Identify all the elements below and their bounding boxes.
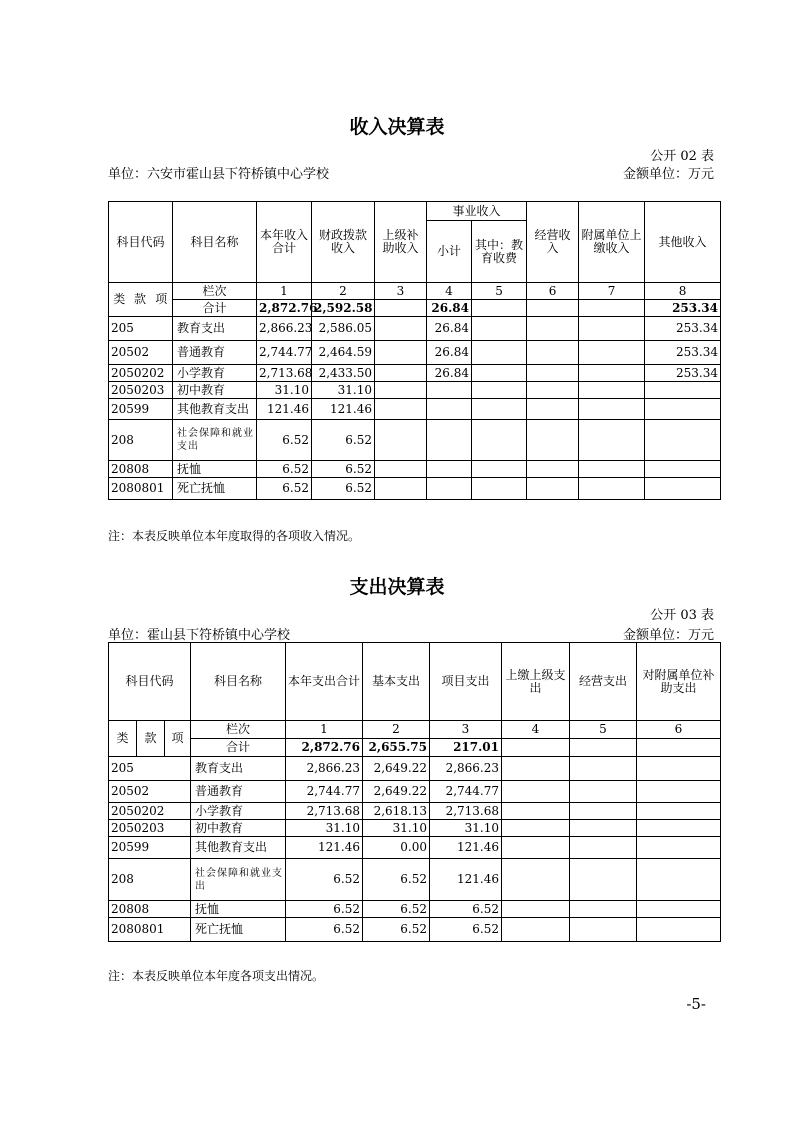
table-row: [109, 837, 721, 859]
total-cell: 217.01: [430, 739, 502, 757]
table-row: [109, 803, 721, 820]
total-cell: 26.84: [427, 300, 472, 317]
value-cell: 6.52: [363, 901, 430, 918]
code-cell: 2050203: [109, 382, 173, 399]
total-cell: 2,655.75: [363, 739, 430, 757]
header-other: 其他收入: [645, 202, 721, 283]
expense-table: [108, 642, 721, 942]
code-cell: 2050202: [109, 803, 191, 820]
value-cell: [472, 365, 527, 382]
name-cell: 小学教育: [191, 803, 286, 820]
value-cell: [502, 859, 570, 901]
code-cell: 20502: [109, 341, 173, 365]
name-cell: 初中教育: [173, 382, 257, 399]
value-cell: 31.10: [286, 820, 363, 837]
value-cell: 6.52: [312, 420, 375, 461]
total-cell: [527, 300, 579, 317]
value-cell: 6.52: [430, 901, 502, 918]
name-cell: 社会保障和就业支出: [191, 859, 286, 901]
code-cell: 208: [109, 420, 173, 461]
header-edu-fee: 其中：教育收费: [472, 221, 527, 283]
name-cell: 普通教育: [191, 781, 286, 803]
header-operating: 经营收入: [527, 202, 579, 283]
total-cell: [637, 739, 721, 757]
total-cell: [570, 739, 637, 757]
value-cell: 2,866.23: [430, 757, 502, 781]
value-cell: 6.52: [430, 918, 502, 942]
total-cell: 253.34: [645, 300, 721, 317]
value-cell: [427, 382, 472, 399]
col-number: 2: [312, 283, 375, 300]
value-cell: 6.52: [257, 461, 312, 478]
table-row: [109, 757, 721, 781]
value-cell: [637, 918, 721, 942]
code-cell: 2050202: [109, 365, 173, 382]
value-cell: 2,713.68: [430, 803, 502, 820]
value-cell: 121.46: [430, 837, 502, 859]
value-cell: 253.34: [645, 317, 721, 341]
value-cell: [375, 365, 427, 382]
name-cell: 教育支出: [191, 757, 286, 781]
value-cell: [427, 461, 472, 478]
value-cell: [375, 341, 427, 365]
value-cell: 2,586.05: [312, 317, 375, 341]
value-cell: [637, 820, 721, 837]
code-cell: 2050203: [109, 820, 191, 837]
code-cell: 20599: [109, 837, 191, 859]
value-cell: [527, 399, 579, 420]
table-row: [109, 341, 721, 365]
table-row: [109, 918, 721, 942]
value-cell: [527, 420, 579, 461]
value-cell: [527, 365, 579, 382]
header-basic: 基本支出: [363, 643, 430, 721]
value-cell: [375, 399, 427, 420]
value-cell: [570, 837, 637, 859]
value-cell: [645, 478, 721, 500]
name-cell: 其他教育支出: [191, 837, 286, 859]
name-cell: 其他教育支出: [173, 399, 257, 420]
value-cell: [570, 918, 637, 942]
value-cell: [570, 901, 637, 918]
income-note: 注：本表反映单位本年度取得的各项收入情况。: [108, 529, 361, 543]
value-cell: [502, 837, 570, 859]
header-name: 科目名称: [173, 202, 257, 283]
name-cell: 教育支出: [173, 317, 257, 341]
col-number: 7: [579, 283, 645, 300]
col-number: 6: [527, 283, 579, 300]
value-cell: [502, 803, 570, 820]
income-title: 收入决算表: [349, 116, 445, 138]
value-cell: [570, 757, 637, 781]
code-cell: 2080801: [109, 478, 173, 500]
value-cell: [472, 478, 527, 500]
value-cell: [579, 317, 645, 341]
income-unit: 单位：六安市霍山县下符桥镇中心学校: [108, 167, 330, 182]
col-number: 3: [430, 721, 502, 739]
header-heji: 合计: [173, 300, 257, 317]
value-cell: 6.52: [312, 461, 375, 478]
col-number: 4: [502, 721, 570, 739]
header-total: 本年支出合计: [286, 643, 363, 721]
value-cell: [637, 859, 721, 901]
code-cell: 20808: [109, 461, 173, 478]
code-cell: 2080801: [109, 918, 191, 942]
table-row: [109, 399, 721, 420]
value-cell: 31.10: [363, 820, 430, 837]
value-cell: [645, 382, 721, 399]
value-cell: [645, 399, 721, 420]
header-kuan: 款: [130, 283, 151, 317]
value-cell: 26.84: [427, 365, 472, 382]
value-cell: 2,464.59: [312, 341, 375, 365]
value-cell: [375, 420, 427, 461]
code-cell: 20599: [109, 399, 173, 420]
total-cell: [502, 739, 570, 757]
header-code: 科目代码: [109, 202, 173, 283]
value-cell: 2,866.23: [257, 317, 312, 341]
page-number: -5-: [686, 995, 706, 1013]
value-cell: [375, 317, 427, 341]
expense-unit: 单位：霍山县下符桥镇中心学校: [108, 628, 291, 643]
value-cell: [502, 757, 570, 781]
value-cell: [527, 341, 579, 365]
value-cell: 2,866.23: [286, 757, 363, 781]
value-cell: 121.46: [312, 399, 375, 420]
value-cell: [637, 837, 721, 859]
table-row: [109, 859, 721, 901]
header-subsidy: 对附属单位补助支出: [637, 643, 721, 721]
col-number: 3: [375, 283, 427, 300]
value-cell: 121.46: [286, 837, 363, 859]
value-cell: 2,649.22: [363, 781, 430, 803]
value-cell: 6.52: [286, 859, 363, 901]
income-table: [108, 201, 721, 500]
col-number: 8: [645, 283, 721, 300]
header-code: 科目代码: [109, 643, 191, 721]
total-cell: 2,872.76: [257, 300, 312, 317]
value-cell: 26.84: [427, 341, 472, 365]
value-cell: 121.46: [430, 859, 502, 901]
col-number: 5: [570, 721, 637, 739]
header-fiscal: 财政拨款收入: [312, 202, 375, 283]
value-cell: [579, 341, 645, 365]
table-row: [109, 420, 721, 461]
value-cell: [502, 820, 570, 837]
value-cell: 2,433.50: [312, 365, 375, 382]
value-cell: [527, 317, 579, 341]
table-row: [109, 365, 721, 382]
total-cell: [579, 300, 645, 317]
value-cell: [472, 317, 527, 341]
header-upper: 上级补助收入: [375, 202, 427, 283]
value-cell: [375, 478, 427, 500]
value-cell: [579, 478, 645, 500]
value-cell: [637, 803, 721, 820]
name-cell: 小学教育: [173, 365, 257, 382]
expense-form-number: 公开 03 表: [650, 608, 714, 623]
header-subtotal: 小计: [427, 221, 472, 283]
value-cell: [637, 781, 721, 803]
value-cell: 6.52: [363, 918, 430, 942]
header-xiang: 项: [165, 721, 191, 757]
value-cell: 2,618.13: [363, 803, 430, 820]
header-lanci: 栏次: [173, 283, 257, 300]
value-cell: [527, 478, 579, 500]
name-cell: 死亡抚恤: [191, 918, 286, 942]
income-form-number: 公开 02 表: [650, 149, 714, 164]
value-cell: 2,713.68: [286, 803, 363, 820]
header-business: 事业收入: [427, 202, 527, 221]
table-row: [109, 820, 721, 837]
col-number: 2: [363, 721, 430, 739]
value-cell: [472, 420, 527, 461]
code-cell: 208: [109, 859, 191, 901]
value-cell: [579, 420, 645, 461]
value-cell: [502, 781, 570, 803]
header-project: 项目支出: [430, 643, 502, 721]
header-total: 本年收入合计: [257, 202, 312, 283]
value-cell: 253.34: [645, 365, 721, 382]
value-cell: 2,744.77: [430, 781, 502, 803]
header-kuan: 款: [137, 721, 165, 757]
code-cell: 205: [109, 317, 173, 341]
table-row: [109, 781, 721, 803]
table-row: [109, 382, 721, 399]
col-number: 4: [427, 283, 472, 300]
total-cell: 2,592.58: [312, 300, 375, 317]
value-cell: [637, 901, 721, 918]
value-cell: 253.34: [645, 341, 721, 365]
value-cell: [637, 757, 721, 781]
header-name: 科目名称: [191, 643, 286, 721]
table-row: [109, 478, 721, 500]
value-cell: 0.00: [363, 837, 430, 859]
value-cell: [570, 859, 637, 901]
name-cell: 初中教育: [191, 820, 286, 837]
table-row: [109, 901, 721, 918]
header-heji: 合计: [191, 739, 286, 757]
value-cell: [570, 820, 637, 837]
header-operating: 经营支出: [570, 643, 637, 721]
code-cell: 205: [109, 757, 191, 781]
expense-title: 支出决算表: [349, 576, 445, 598]
name-cell: 抚恤: [173, 461, 257, 478]
value-cell: [579, 399, 645, 420]
value-cell: 6.52: [312, 478, 375, 500]
value-cell: [472, 461, 527, 478]
value-cell: 121.46: [257, 399, 312, 420]
code-cell: 20808: [109, 901, 191, 918]
name-cell: 抚恤: [191, 901, 286, 918]
value-cell: [472, 382, 527, 399]
value-cell: 6.52: [286, 918, 363, 942]
value-cell: 2,744.77: [257, 341, 312, 365]
expense-amount-unit: 金额单位：万元: [622, 628, 714, 643]
value-cell: [645, 420, 721, 461]
value-cell: [527, 461, 579, 478]
value-cell: [579, 461, 645, 478]
name-cell: 社会保障和就业支出: [173, 420, 257, 461]
value-cell: 31.10: [257, 382, 312, 399]
value-cell: [579, 382, 645, 399]
value-cell: [427, 399, 472, 420]
header-lei: 类: [109, 283, 130, 317]
value-cell: 6.52: [363, 859, 430, 901]
value-cell: [645, 461, 721, 478]
header-lei: 类: [109, 721, 137, 757]
col-number: 6: [637, 721, 721, 739]
income-amount-unit: 金额单位：万元: [622, 167, 714, 182]
value-cell: [472, 399, 527, 420]
value-cell: [427, 478, 472, 500]
value-cell: [502, 901, 570, 918]
table-row: [109, 317, 721, 341]
value-cell: 31.10: [430, 820, 502, 837]
value-cell: 2,744.77: [286, 781, 363, 803]
value-cell: [427, 420, 472, 461]
value-cell: 31.10: [312, 382, 375, 399]
total-cell: [375, 300, 427, 317]
value-cell: 2,713.68: [257, 365, 312, 382]
value-cell: [579, 365, 645, 382]
value-cell: [570, 803, 637, 820]
total-cell: [472, 300, 527, 317]
value-cell: 6.52: [286, 901, 363, 918]
table-row: [109, 461, 721, 478]
value-cell: [502, 918, 570, 942]
value-cell: [527, 382, 579, 399]
header-upper: 上缴上级支出: [502, 643, 570, 721]
col-number: 5: [472, 283, 527, 300]
value-cell: 6.52: [257, 420, 312, 461]
total-cell: 2,872.76: [286, 739, 363, 757]
value-cell: [472, 341, 527, 365]
col-number: 1: [286, 721, 363, 739]
header-lanci: 栏次: [191, 721, 286, 739]
name-cell: 死亡抚恤: [173, 478, 257, 500]
value-cell: 6.52: [257, 478, 312, 500]
header-affiliated: 附属单位上缴收入: [579, 202, 645, 283]
code-cell: 20502: [109, 781, 191, 803]
header-xiang: 项: [151, 283, 173, 317]
name-cell: 普通教育: [173, 341, 257, 365]
value-cell: [570, 781, 637, 803]
col-number: 1: [257, 283, 312, 300]
value-cell: [375, 461, 427, 478]
value-cell: 26.84: [427, 317, 472, 341]
expense-note: 注：本表反映单位本年度各项支出情况。: [108, 969, 325, 983]
value-cell: [375, 382, 427, 399]
value-cell: 2,649.22: [363, 757, 430, 781]
